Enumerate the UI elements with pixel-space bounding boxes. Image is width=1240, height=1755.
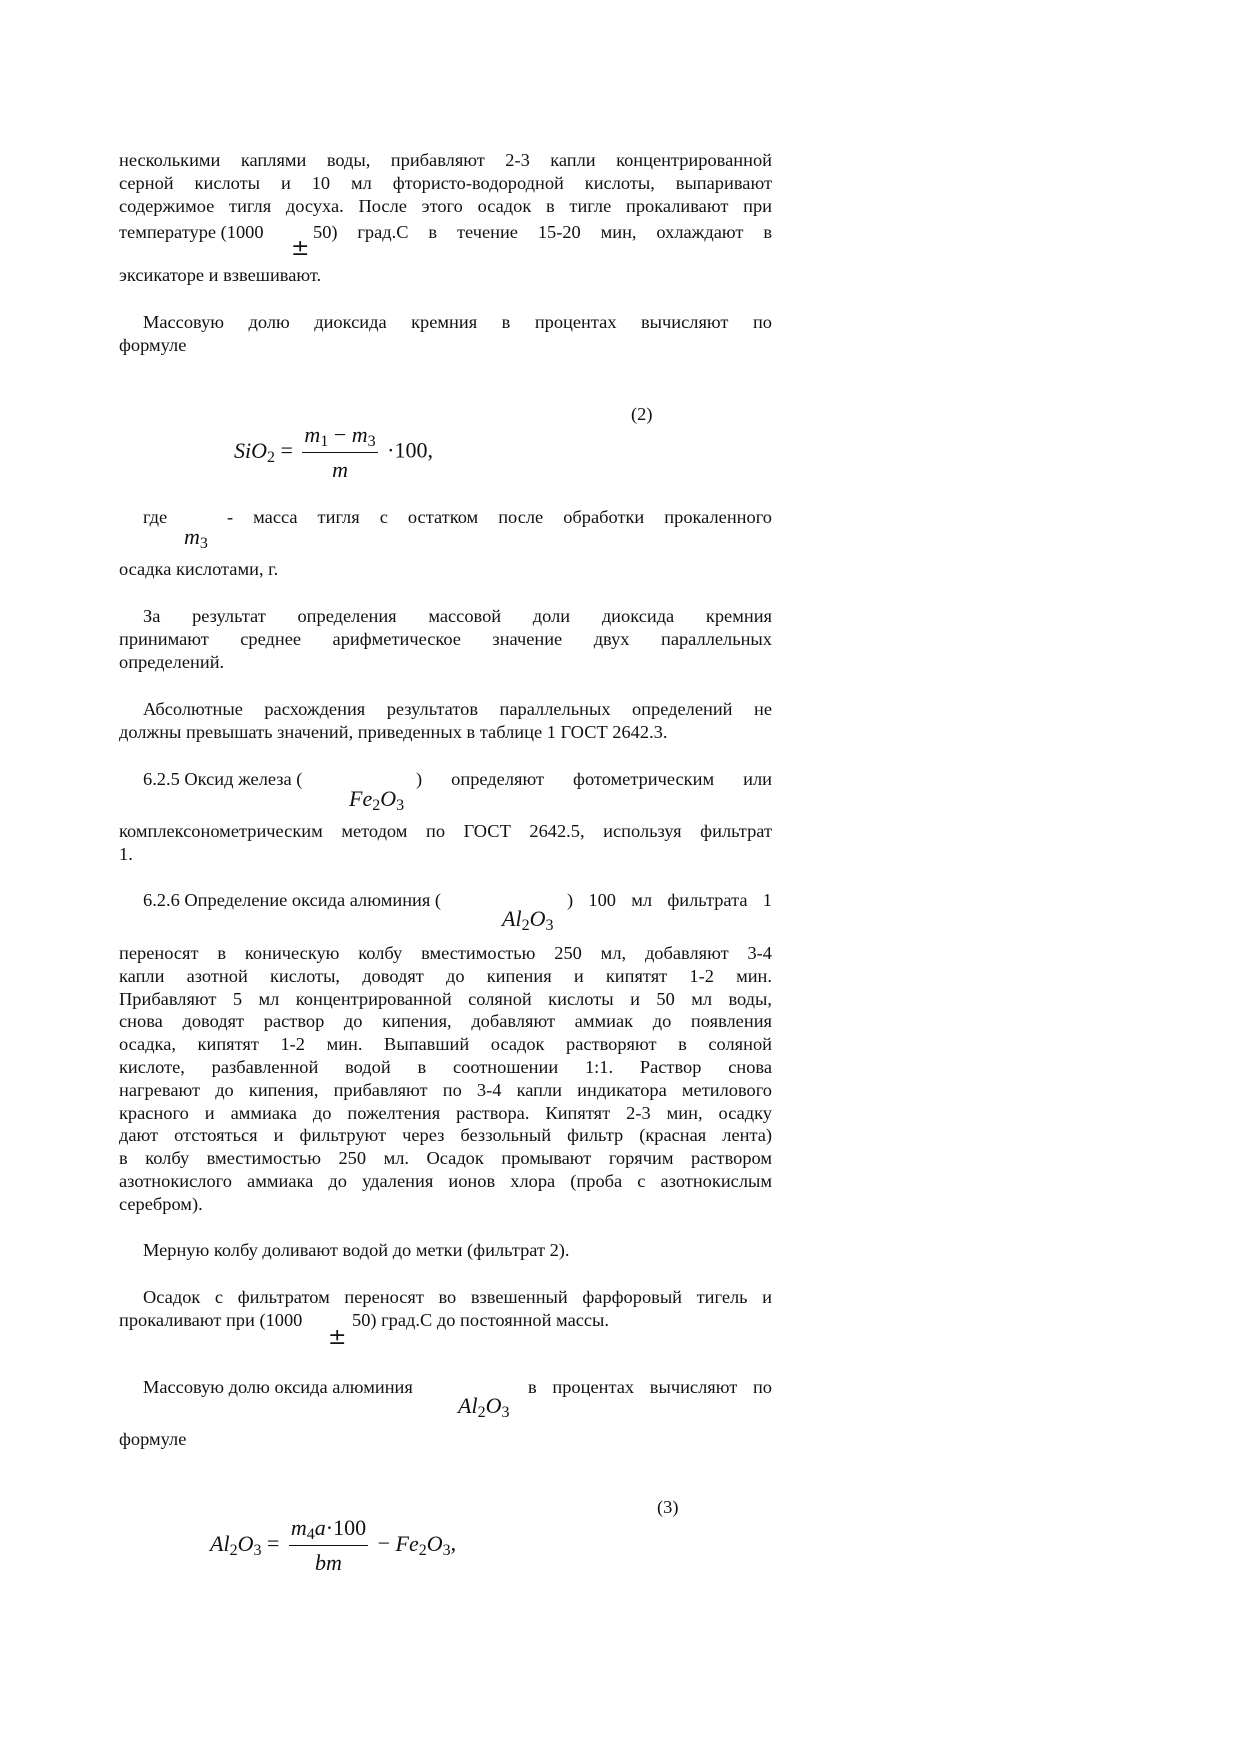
text-line-part: ) 100 мл фильтрата 1 xyxy=(567,890,772,910)
text-line: серебром). xyxy=(119,1194,203,1214)
text-line: За результат определения массовой доли диоксида кремния xyxy=(143,606,772,626)
formula-tail: ·100, xyxy=(387,437,433,463)
formula-alumina: $Al_2O_3$ xyxy=(502,906,554,934)
formula-lhs: $Al_2O_3$ xyxy=(210,1530,262,1559)
text-line: эксикаторе и взвешивают. xyxy=(119,265,322,285)
text-line: несколькими каплями воды, прибавляют 2-3 капли концентрированной xyxy=(119,150,772,170)
text-line: 1. xyxy=(119,844,133,864)
text-line: красного и аммиака до пожелтения раствора. Кипятят 2-3 мин, осадку xyxy=(119,1102,772,1123)
text-line: капли азотной кислоты, доводят до кипения и кипятят 1-2 мин. xyxy=(119,965,772,986)
text-line: в колбу вместимостью 250 мл. Осадок промывают горячим раствором xyxy=(119,1148,772,1169)
text-line: дают отстояться и фильтруют через беззольный фильтр (красная лента) xyxy=(119,1125,772,1146)
text-line-part: ) определяют фотометрическим или xyxy=(416,769,772,789)
text-line: осадка кислотами, г. xyxy=(119,559,279,579)
text-line-part: 6.2.6 Определение оксида алюминия ( xyxy=(143,890,442,910)
fraction-denominator: m xyxy=(302,452,377,485)
text-line-part: 50) град.С в течение 15-20 мин, охлаждают в xyxy=(313,222,772,242)
formula-iron-oxide: $Fe_2O_3$ xyxy=(349,786,405,814)
plus-minus-sign: ± xyxy=(328,1325,347,1350)
fraction xyxy=(302,420,377,485)
text-line-part: Массовую долю оксида алюминия xyxy=(143,1377,413,1397)
formula-lhs: SiO$_2$ xyxy=(234,437,275,466)
text-line: комплексонометрическим методом по ГОСТ 2642.5, используя фильтрат xyxy=(119,821,772,841)
text-line: содержимое тигля досуха. После этого осадок в тигле прокаливают при xyxy=(119,195,772,216)
text-line: принимают среднее арифметическое значение двух параллельных xyxy=(119,628,772,649)
minus-sign: − xyxy=(377,1530,391,1556)
variable-m3: $m_3$ xyxy=(184,524,208,552)
text-line: Осадок с фильтратом переносят во взвешенный фарфоровый тигель и xyxy=(143,1287,772,1307)
text-line: осадка, кипятят 1-2 мин. Выпавший осадок растворяют в соляной xyxy=(119,1034,772,1055)
formula-alumina: $Al_2O_3$ xyxy=(458,1393,510,1421)
text-line-part: 6.2.5 Оксид железа ( xyxy=(143,769,303,789)
paragraph-alumina-procedure xyxy=(119,942,772,1193)
fraction-numerator: $m_4a\cdot 100$ xyxy=(290,1515,367,1543)
text-line: нагревают до кипения, прибавляют по 3-4 капли индикатора метилового xyxy=(119,1079,772,1100)
paragraph-iron-oxide xyxy=(119,820,772,843)
plus-minus-sign: ± xyxy=(291,236,310,261)
paragraph-tolerance xyxy=(119,698,772,721)
fraction-denominator: bm xyxy=(289,1545,368,1578)
paragraph-silica-intro xyxy=(119,311,772,334)
text-line: снова доводят раствор до кипения, добавляют аммиак до появления xyxy=(119,1011,772,1032)
paragraph-flask: Мерную колбу доливают водой до метки (фильтрат 2). xyxy=(143,1240,570,1260)
formula-number: (2) xyxy=(631,404,653,424)
formula-tail: , xyxy=(450,1530,457,1556)
text-line: Прибавляют 5 мл концентрированной соляной кислоты и 50 мл воды, xyxy=(119,988,772,1009)
text-line: Абсолютные расхождения результатов параллельных определений не xyxy=(143,699,772,719)
paragraph-calcination xyxy=(119,1286,772,1309)
text-line: определений. xyxy=(119,652,225,672)
formula-rhs: $Fe_2O_3$ xyxy=(395,1530,451,1559)
fraction xyxy=(289,1513,368,1578)
text-line: должны превышать значений, приведенных в таблице 1 ГОСТ 2642.3. xyxy=(119,722,668,742)
text-line: серной кислоты и 10 мл фтористо-водородной кислоты, выпаривают xyxy=(119,172,772,193)
text-line-part: 50) град.С до постоянной массы. xyxy=(352,1310,610,1330)
text-line: формуле xyxy=(119,335,187,355)
text-line: азотнокислого аммиака до удаления ионов хлора (проба с азотнокислым xyxy=(119,1170,772,1191)
text-line-part: где xyxy=(143,507,168,527)
text-line-part: - масса тигля с остатком после обработки прокаленного xyxy=(227,507,772,527)
text-line-part: температуре (1000 xyxy=(119,222,264,242)
text-line: формуле xyxy=(119,1429,187,1449)
formula-silica xyxy=(234,420,433,485)
fraction-numerator: $m_1 - m_3$ xyxy=(304,422,376,450)
text-line-part: в процентах вычисляют по xyxy=(528,1377,772,1397)
formula-number: (3) xyxy=(657,1497,679,1517)
text-line: кислоте, разбавленной водой в соотношении 1:1. Раствор снова xyxy=(119,1056,772,1077)
text-line: переносят в коническую колбу вместимостью 250 мл, добавляют 3-4 xyxy=(119,943,772,963)
paragraph-heating xyxy=(119,149,772,217)
equals-sign: = xyxy=(280,437,293,463)
equals-sign: = xyxy=(266,1530,280,1556)
text-line: Массовую долю диоксида кремния в процентах вычисляют по xyxy=(143,312,772,332)
text-line-part: прокаливают при (1000 xyxy=(119,1310,303,1330)
paragraph-result xyxy=(119,605,772,651)
formula-alumina-fraction xyxy=(210,1513,456,1578)
